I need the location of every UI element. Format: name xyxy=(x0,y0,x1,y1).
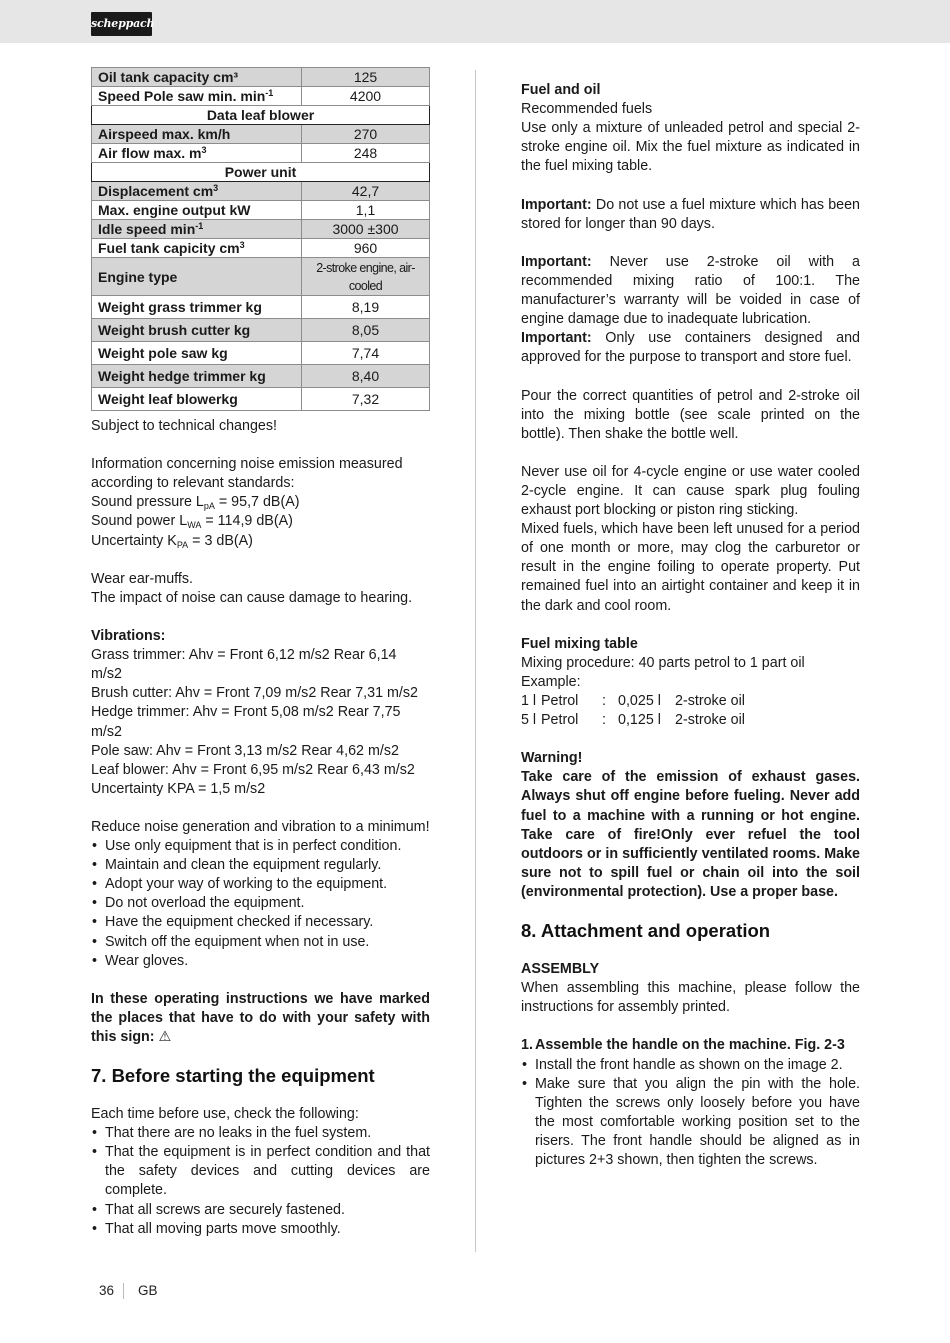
section-7-intro: Each time before use, check the following: xyxy=(91,1106,359,1123)
example-label: Example: xyxy=(521,673,581,690)
table-section-row xyxy=(92,106,430,125)
list-item: • Wear gloves. xyxy=(91,952,430,971)
table-row xyxy=(92,319,430,342)
spec-key: Idle speed $\min^{-1}$ xyxy=(92,220,302,239)
spec-value: 8,19 xyxy=(302,296,430,319)
recommended-fuels: Recommended fuels xyxy=(521,101,653,118)
list-item: • Switch off the equipment when not in use. xyxy=(91,933,430,952)
sound-power: Sound power $L_{WA} = 114,9$ dB(A) xyxy=(91,513,293,531)
table-section-row xyxy=(92,163,430,182)
mixed-fuels-text: Mixed fuels, which have been left unused for a period of one month or more, may clog the carburetor or result in the engine foiling to operate property. Put remained fuel into an airtight container and keep it in the dark and cool room. xyxy=(521,521,860,614)
header-bar xyxy=(0,0,950,43)
table-section-heading: Data leaf blower xyxy=(92,106,430,125)
spec-value: 7,74 xyxy=(302,342,430,365)
fuel-use-text: Use only a mixture of unleaded petrol and special 2-stroke engine oil. Mix the fuel mixture as indicated in the fuel mixing table. xyxy=(521,120,860,175)
table-row xyxy=(92,365,430,388)
spec-key: Weight grass trimmer kg xyxy=(92,296,302,319)
noise-uncertainty: Uncertainty $K_{PA} = 3$ dB(A) xyxy=(91,532,253,550)
important-note-1: Important: Do not use a fuel mixture which has been stored for longer than 90 days. xyxy=(521,196,860,232)
list-item: • Make sure that you align the pin with the hole. Tighten the screws only loosely before you have the most comfortable working position set to the risers. The front handle should be aligned as in pictures 2+3 shown, then tighten the screws. xyxy=(521,1075,860,1170)
table-row xyxy=(92,220,430,239)
spec-value: 1,1 xyxy=(302,201,430,220)
warning-title: Warning! xyxy=(521,750,583,767)
assembly-title: ASSEMBLY xyxy=(521,961,600,978)
fuel-oil-title: Fuel and oil xyxy=(521,82,601,98)
important-note-3: Important: Only use containers designed and approved for the purpose to transport and store fuel. xyxy=(521,330,860,366)
list-item: • That all moving parts move smoothly. xyxy=(91,1220,430,1239)
spec-key: Fuel tank capicity $cm^3$ xyxy=(92,239,302,258)
oil-warning-text: Never use oil for 4-cycle engine or use water cooled 2-cycle engine. It can cause spark plug fouling exhaust port blocking or piston ring sticking. xyxy=(521,463,860,519)
earmuffs-note: Wear ear-muffs. xyxy=(91,570,193,587)
table-section-heading: Power unit xyxy=(92,163,430,182)
spec-value: 42,7 xyxy=(302,182,430,201)
pour-text: Pour the correct quantities of petrol and 2-stroke oil into the mixing bottle (see scale printed on the bottle). Then shake the bottle well. xyxy=(521,387,860,442)
list-item: • That all screws are securely fastened. xyxy=(91,1201,430,1220)
vibration-line: Uncertainty KPA = 1,5 m/s2 xyxy=(91,780,266,797)
spec-key: Weight brush cutter kg xyxy=(92,319,302,342)
step-1-title: 1. Assemble the handle on the machine. Fig. 2-3 xyxy=(521,1037,845,1054)
spec-key: Max. engine output kW xyxy=(92,201,302,220)
spec-value: 248 xyxy=(302,144,430,163)
vibration-line: Hedge trimmer: Ahv = Front 5,08 m/s2 Rear 7,75 m/s2 xyxy=(91,704,401,740)
vibrations-title: Vibrations: xyxy=(91,628,166,645)
list-item: • Maintain and clean the equipment regularly. xyxy=(91,856,430,875)
assembly-text: When assembling this machine, please follow the instructions for assembly printed. xyxy=(521,980,860,1016)
brand-logo: scheppach xyxy=(91,12,152,36)
safety-sign-note: In these operating instructions we have marked the places that have to do with your safety with this sign: ⚠ xyxy=(91,990,430,1045)
reduce-list xyxy=(91,837,430,971)
spec-key: Weight hedge trimmer kg xyxy=(92,365,302,388)
sound-pressure: Sound pressure $L_{pA} = 95,7$ dB(A) xyxy=(91,494,300,512)
important-note-2: Important: Never use 2-stroke oil with a recommended mixing ratio of 100:1. The manufacturer’s warranty will be voided in case of engine damage due to inadequate lubrication. xyxy=(521,253,860,328)
table-row xyxy=(92,342,430,365)
table-row xyxy=(92,296,430,319)
noise-intro: Information concerning noise emission measured according to relevant standards: xyxy=(91,456,403,492)
mix-row: 5 l Petrol : 0,125 l 2-stroke oil xyxy=(521,712,745,729)
step-1-list xyxy=(521,1056,860,1171)
list-item: • Install the front handle as shown on the image 2. xyxy=(521,1056,860,1075)
spec-key: Weight pole saw kg xyxy=(92,342,302,365)
list-item: • That there are no leaks in the fuel system. xyxy=(91,1124,430,1143)
spec-key: Engine type xyxy=(92,258,302,296)
vibration-line: Brush cutter: Ahv = Front 7,09 m/s2 Rear 7,31 m/s2 xyxy=(91,685,418,702)
list-item: • Use only equipment that is in perfect condition. xyxy=(91,837,430,856)
mixing-procedure: Mixing procedure: 40 parts petrol to 1 part oil xyxy=(521,654,805,671)
list-item: • That the equipment is in perfect condition and that the safety devices and cutting devices are complete. xyxy=(91,1143,430,1200)
spec-key: Air flow max. $m^3$ xyxy=(92,144,302,163)
fuel-mixing-title: Fuel mixing table xyxy=(521,635,638,652)
spec-table xyxy=(91,67,430,411)
table-row xyxy=(92,87,430,106)
spec-key: Speed Pole saw min. $\min^{-1}$ xyxy=(92,87,302,106)
spec-key: Weight leaf blowerkg xyxy=(92,388,302,411)
table-row xyxy=(92,182,430,201)
spec-value: 3000 ±300 xyxy=(302,220,430,239)
list-item: • Adopt your way of working to the equipment. xyxy=(91,875,430,894)
spec-value: 125 xyxy=(302,68,430,87)
table-row xyxy=(92,144,430,163)
spec-value: 7,32 xyxy=(302,388,430,411)
noise-impact: The impact of noise can cause damage to hearing. xyxy=(91,589,413,606)
list-item: • Have the equipment checked if necessary. xyxy=(91,913,430,932)
spec-value: 8,05 xyxy=(302,319,430,342)
vibration-line: Leaf blower: Ahv = Front 6,95 m/s2 Rear 6,43 m/s2 xyxy=(91,761,415,778)
spec-value: 960 xyxy=(302,239,430,258)
mix-row: 1 l Petrol : 0,025 l 2-stroke oil xyxy=(521,693,745,709)
table-row xyxy=(92,258,430,296)
column-divider xyxy=(475,70,476,1252)
page-footer xyxy=(99,1283,158,1299)
spec-value: 270 xyxy=(302,125,430,144)
spec-value: 2-stroke engine, air-cooled xyxy=(302,258,430,296)
right-column xyxy=(521,81,860,1170)
vibration-line: Pole saw: Ahv = Front 3,13 m/s2 Rear 4,62 m/s2 xyxy=(91,742,399,759)
table-row xyxy=(92,388,430,411)
language-code: GB xyxy=(138,1283,158,1298)
spec-key: Displacement $cm^3$ xyxy=(92,182,302,201)
section-7-list xyxy=(91,1124,430,1239)
page-number: 36 xyxy=(99,1283,124,1299)
table-row xyxy=(92,68,430,87)
list-item: • Do not overload the equipment. xyxy=(91,894,430,913)
warning-text: Take care of the emission of exhaust gases. Always shut off engine before fueling. Never add fuel to a machine with a running or hot engine. Take care of fire!Only ever refuel the tool outdoors or in sufficiently ventilated rooms. Make sure not to spill fuel or chain oil into the soil (environmental protection). Use a proper base. xyxy=(521,769,860,900)
table-row xyxy=(92,201,430,220)
spec-value: 4200 xyxy=(302,87,430,106)
table-row xyxy=(92,239,430,258)
left-column xyxy=(91,67,430,1239)
table-row xyxy=(92,125,430,144)
spec-key: Oil tank capacity cm³ xyxy=(92,68,302,87)
vibration-line: Grass trimmer: Ahv = Front 6,12 m/s2 Rear 6,14 m/s2 xyxy=(91,647,397,683)
section-8-title: 8. Attachment and operation xyxy=(521,920,771,942)
section-7-title: 7. Before starting the equipment xyxy=(91,1065,375,1087)
reduce-note: Reduce noise generation and vibration to a minimum! xyxy=(91,818,430,835)
spec-key: Airspeed max. km/h xyxy=(92,125,302,144)
subject-note: Subject to technical changes! xyxy=(91,418,277,434)
spec-value: 8,40 xyxy=(302,365,430,388)
